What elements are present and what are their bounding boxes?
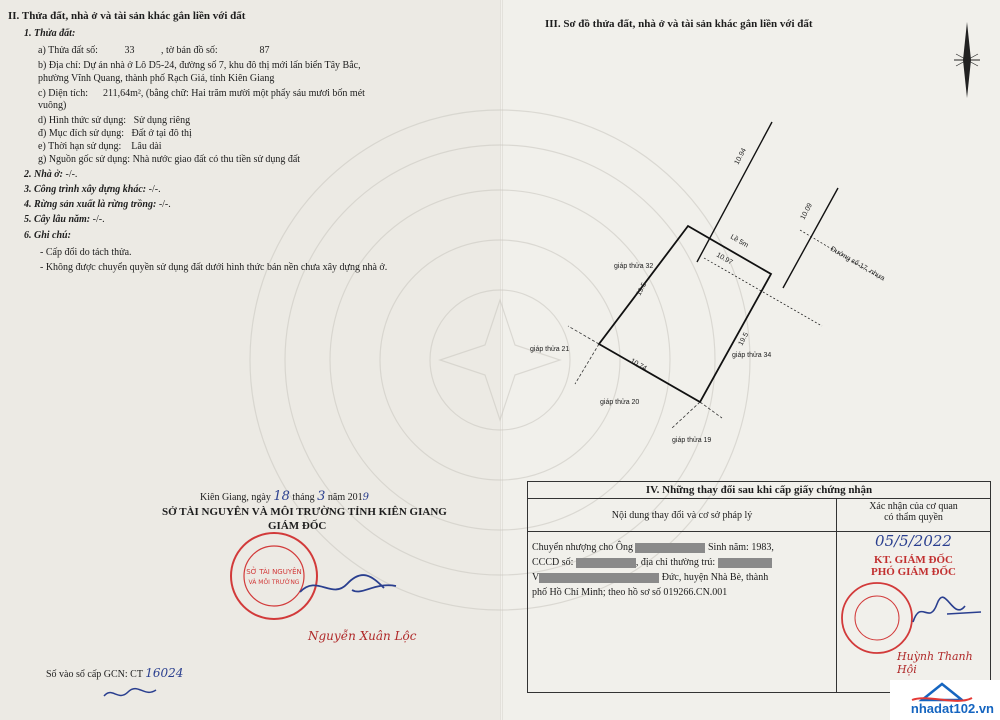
confirm-signer: Huỳnh Thanh Hội [897,650,973,676]
label-street: Đường số 17, nhựa [829,245,886,283]
adjacent-34: giáp thửa 34 [732,352,772,359]
svg-text:VÀ MÔI TRƯỜNG: VÀ MÔI TRƯỜNG [248,579,300,586]
dim-front: 10.97 [715,251,734,267]
issuing-authority: SỞ TÀI NGUYÊN VÀ MÔI TRƯỜNG TỈNH KIÊN GIANG [162,506,447,518]
col-header-content: Nội dung thay đổi và cơ sở pháp lý [528,499,837,532]
use-term-row: e) Thời hạn sử dụng: Lâu dài [38,141,162,152]
registry-number: Số vào sổ cấp GCN: CT 16024 [46,666,184,680]
notes-heading: 6. Ghi chú: [24,230,71,241]
note-2: - Không được chuyển quyền sử dụng đất dưới hình thức bán nền chưa xây dựng nhà ở. [40,262,388,273]
use-form-row: d) Hình thức sử dụng: Sử dụng riêng [38,115,191,126]
confirm-role-1: KT. GIÁM ĐỐC [874,554,953,566]
parcel-outline [599,226,771,402]
adjacent-21: giáp thửa 21 [530,346,570,353]
svg-text:SỞ TÀI NGUYÊN: SỞ TÀI NGUYÊN [246,568,302,576]
confirmation-cell [837,532,991,693]
section-4-title: IV. Những thay đổi sau khi cấp giấy chứng nhận [528,482,991,499]
adjacent-boundary-3 [672,402,700,428]
dim-left: 19.5 [635,281,649,297]
address-row-2: phường Vĩnh Quang, thành phố Rạch Giá, tỉnh Kiên Giang [38,73,275,84]
change-content-cell: Chuyển nhượng cho Ông Sinh năm: 1983, CCCD số: , địa chỉ thường trú: V Đức, huyện Nhà Bè, thành phố Hồ Chí Minh; theo hồ sơ số 019266.CN.001 [528,532,837,693]
signature-right [907,592,987,632]
origin-row: g) Nguồn gốc sử dụng: Nhà nước giao đất có thu tiền sử dụng đất [38,154,301,165]
adjacent-boundary-4 [700,402,722,418]
road-line [704,258,822,326]
forest-row: 4. Rừng sản xuất là rừng trồng: -/-. [24,199,171,210]
official-stamp-right [839,580,915,656]
perennial-row: 5. Cây lâu năm: -/-. [24,214,105,225]
land-heading: 1. Thửa đất: [24,28,76,39]
sign-date: Kiên Giang, ngày 18 tháng 3 năm 2019 [200,489,369,504]
confirm-role-2: PHÓ GIÁM ĐỐC [871,566,956,578]
adjacent-32: giáp thửa 32 [614,263,654,270]
confirm-date: 05/5/2022 [875,532,952,550]
parcel-number-row: a) Thửa đất số: 33 , tờ bản đồ số: 87 [38,45,270,56]
adjacent-20: giáp thửa 20 [600,399,640,406]
site-logo: nhadat102.vn [890,680,1000,720]
address-row: b) Địa chỉ: Dự án nhà ở Lô D5-24, đường số 7, khu đô thị mới lấn biển Tây Bắc, [38,60,361,71]
label-le: Lề 5m [729,233,750,250]
adjacent-19: giáp thửa 19 [672,437,712,444]
dim-back: 10.74 [629,357,648,373]
section-3-title: III. Sơ đồ thửa đất, nhà ở và tài sản khác gắn liền với đất [545,18,813,30]
north-arrow-icon [950,20,984,100]
signature-left [292,566,402,606]
construction-row: 3. Công trình xây dựng khác: -/-. [24,184,161,195]
adjacent-boundary-1 [568,326,599,344]
dim-road-right: 10.09 [799,202,814,221]
adjacent-boundary-2 [575,344,599,384]
note-1: - Cấp đổi do tách thửa. [40,247,132,258]
col-header-confirmation: Xác nhận của cơ quan có thẩm quyền [837,499,991,532]
changes-table [527,481,991,693]
area-row-2: vuông) [38,100,67,111]
use-purpose-row: đ) Mục đích sử dụng: Đất ở tại đô thị [38,128,192,139]
section-2-title: II. Thửa đất, nhà ở và tài sản khác gắn liền với đất [8,10,246,22]
house-row: 2. Nhà ở: -/-. [24,169,78,180]
signer-name: Nguyễn Xuân Lộc [308,629,417,643]
dim-top: 10.94 [733,147,748,166]
registry-initial [100,682,170,704]
logo-house-icon [912,680,972,702]
page-fold [500,0,503,720]
parcel-diagram [530,110,900,450]
road-edge-right [783,188,838,288]
area-row: c) Diện tích: 211,64m², (bằng chữ: Hai trăm mười một phẩy sáu mươi bốn mét [38,88,365,99]
director-title: GIÁM ĐỐC [268,520,327,532]
dim-right: 19.5 [737,331,751,347]
